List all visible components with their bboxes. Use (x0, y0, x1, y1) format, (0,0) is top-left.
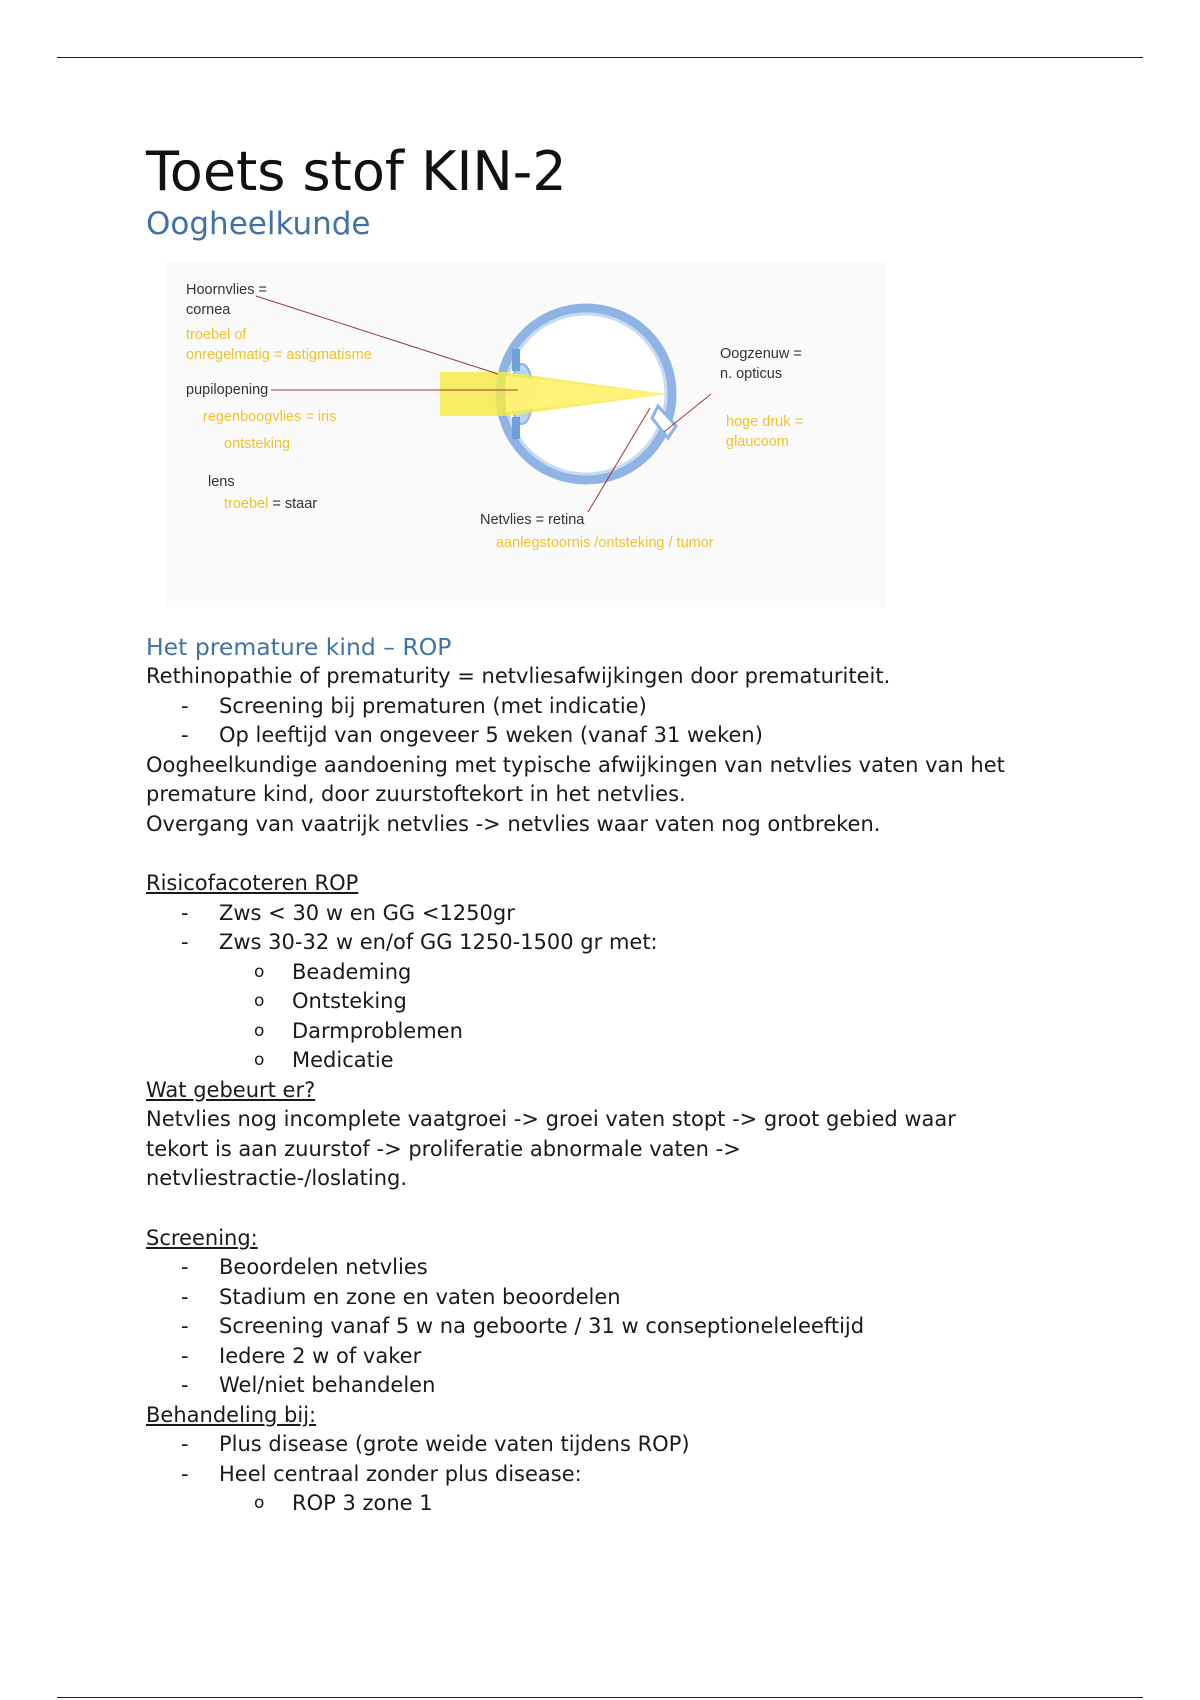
list-item: - Stadium en zone en vaten beoordelen (146, 1283, 1066, 1313)
footer-rule (57, 1697, 1143, 1698)
label-pupilopening: pupilopening (186, 382, 269, 398)
list-item: - Screening bij prematuren (met indicatie) (146, 692, 1066, 722)
label-netvlies: Netvlies = retina (480, 512, 585, 528)
label-hoornvlies-2: cornea (186, 302, 231, 318)
treatment-bullets (146, 1430, 1066, 1489)
list-item: o Ontsteking (146, 987, 1066, 1017)
what-heading: Wat gebeurt er? (146, 1077, 316, 1102)
iris-top (512, 349, 520, 371)
dash-marker: - (181, 1461, 189, 1486)
risk-sub-bullets (146, 958, 1066, 1076)
rop-bullets (146, 692, 1066, 751)
label-troebel-1: troebel of (186, 327, 247, 343)
screening-bullets (146, 1253, 1066, 1401)
rop-paragraph-2: Overgang van vaatrijk netvlies -> netvlies waar vaten nog ontbreken. (146, 811, 881, 836)
treatment-heading: Behandeling bij: (146, 1402, 317, 1427)
dash-marker: - (181, 900, 189, 925)
document-body (146, 140, 1066, 1519)
dash-marker: - (181, 1432, 189, 1456)
section-heading-rop: Het premature kind – ROP (146, 633, 452, 661)
rop-intro: Rethinopathie of prematurity = netvliesafwijkingen door prematuriteit. (146, 664, 891, 688)
section-title-oogheelkunde: Oogheelkunde (146, 206, 371, 242)
list-item: - Plus disease (grote weide vaten tijdens ROP) (146, 1430, 1066, 1460)
label-lens-troebel: troebel (224, 496, 269, 512)
circle-marker: o (254, 991, 265, 1011)
dash-marker: - (181, 1343, 189, 1368)
dash-marker: - (181, 1284, 189, 1309)
label-ontsteking: ontsteking (224, 436, 291, 452)
risk-bullets (146, 899, 1066, 958)
what-text: Netvlies nog incomplete vaatgroei -> groei vaten stopt -> groot gebied waar tekort is aan zuurstof -> proliferatie abnormale vaten -> netvliestractie-/loslating. (146, 1107, 956, 1190)
list-item: - Screening vanaf 5 w na geboorte / 31 w conseptioneleleeftijd (146, 1312, 1066, 1342)
header-rule (57, 57, 1143, 58)
dash-marker: - (181, 1373, 189, 1397)
list-item: - Zws 30-32 w en/of GG 1250-1500 gr met: (146, 928, 1066, 958)
list-item: - Op leeftijd van ongeveer 5 weken (vanaf 31 weken) (146, 721, 1066, 751)
dash-marker: - (181, 1255, 189, 1279)
label-netvlies-issues: aanlegstoornis /ontsteking / tumor (496, 535, 714, 551)
rop-paragraph-1: Oogheelkundige aandoening met typische afwijkingen van netvlies vaten van het premature kind, door zuurstoftekort in het netvlies. (146, 752, 1005, 806)
circle-marker: o (254, 1020, 265, 1041)
circle-marker: o (254, 1050, 265, 1070)
screening-heading: Screening: (146, 1225, 258, 1250)
label-lens-staar (224, 496, 317, 512)
list-item: o Darmproblemen (146, 1017, 1066, 1047)
label-lens: lens (208, 474, 235, 490)
circle-marker: o (254, 1493, 265, 1513)
label-oogzenuw-1: Oogzenuw = (720, 346, 802, 362)
label-lens-staar-text: = staar (268, 496, 318, 512)
label-oogzenuw-2: n. opticus (720, 366, 783, 382)
dash-marker: - (181, 723, 189, 747)
page-title: Toets stof KIN-2 (146, 140, 567, 203)
list-item: - Heel centraal zonder plus disease: (146, 1460, 1066, 1490)
label-hoge-druk-2: glaucoom (726, 434, 789, 450)
label-hoornvlies-1: Hoornvlies = (186, 282, 267, 298)
treatment-sub-bullets (146, 1489, 1066, 1519)
list-item: o Medicatie (146, 1046, 1066, 1076)
eye-diagram-graphic (146, 254, 886, 614)
iris-bottom (512, 417, 520, 439)
label-hoge-druk-1: hoge druk = (726, 414, 803, 430)
circle-marker: o (254, 961, 265, 982)
list-item: - Zws < 30 w en GG <1250gr (146, 899, 1066, 929)
list-item: - Iedere 2 w of vaker (146, 1342, 1066, 1372)
eye-diagram (146, 254, 886, 614)
list-item: o ROP 3 zone 1 (146, 1489, 1066, 1519)
dash-marker: - (181, 693, 189, 718)
dash-marker: - (181, 1314, 189, 1338)
dash-marker: - (181, 930, 189, 954)
list-item: o Beademing (146, 958, 1066, 988)
label-troebel-2: onregelmatig = astigmatisme (186, 347, 372, 363)
risk-heading: Risicofacoteren ROP (146, 871, 359, 895)
list-item: - Beoordelen netvlies (146, 1253, 1066, 1283)
label-regenboogvlies: regenboogvlies = iris (203, 409, 337, 425)
list-item: - Wel/niet behandelen (146, 1371, 1066, 1401)
